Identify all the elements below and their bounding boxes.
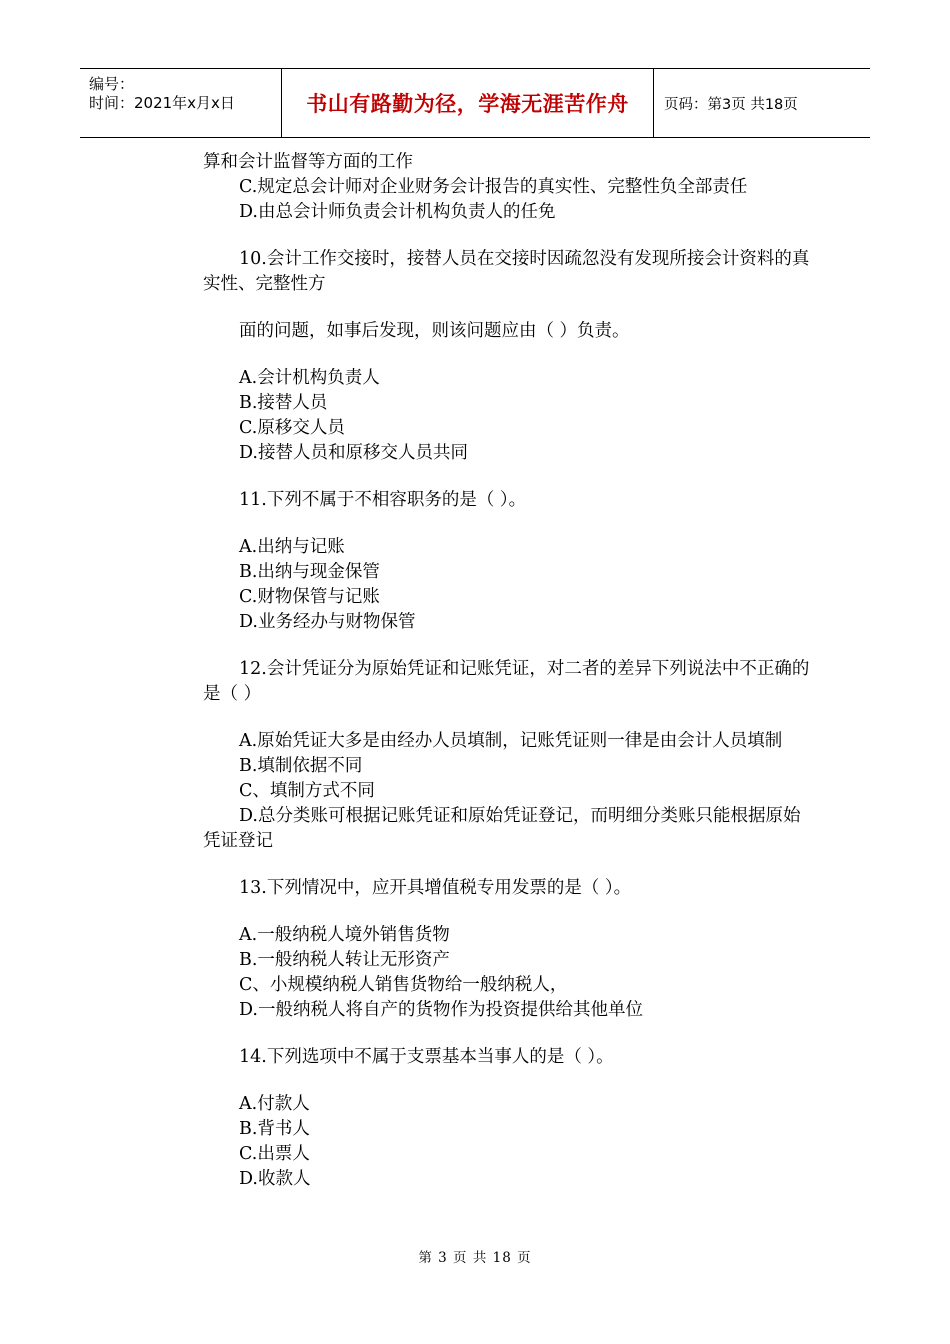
option-a: A.出纳与记账: [239, 537, 345, 557]
option-b: B.接替人员: [239, 393, 328, 413]
header-motto-cell: [282, 69, 654, 137]
option-c: C.出票人: [239, 1144, 310, 1164]
option-a: A.会计机构负责人: [239, 368, 380, 388]
header-meta-cell: [80, 69, 282, 137]
document-time-label: 时间：2021年x月x日: [89, 94, 235, 112]
text-line: 算和会计监督等方面的工作: [203, 152, 413, 172]
page-footer: 第 3 页 共 18 页: [418, 1250, 532, 1266]
question-13: 13.下列情况中，应开具增值税专用发票的是（ ）。: [239, 878, 632, 898]
question-12: 12.会计凭证分为原始凭证和记账凭证，对二者的差异下列说法中不正确的是（ ）: [203, 659, 810, 704]
option-c: C、小规模纳税人销售货物给一般纳税人，: [239, 975, 568, 995]
option-c: C.财物保管与记账: [239, 587, 380, 607]
question-11: 11.下列不属于不相容职务的是（ ）。: [239, 490, 527, 510]
option-d: D.收款人: [239, 1169, 311, 1189]
option-d: D.由总会计师负责会计机构负责人的任免: [239, 202, 556, 222]
option-a: A.付款人: [239, 1094, 310, 1114]
document-number-label: 编号：: [89, 75, 135, 93]
header-motto: 书山有路勤为径，学海无涯苦作舟: [306, 92, 629, 116]
option-a: A.一般纳税人境外销售货物: [239, 925, 450, 945]
option-d: D.接替人员和原移交人员共同: [239, 443, 468, 463]
option-c: C.原移交人员: [239, 418, 345, 438]
option-d: D.总分类账可根据记账凭证和原始凭证登记，而明细分类账只能根据原始凭证登记: [203, 806, 801, 851]
option-b: B.一般纳税人转让无形资产: [239, 950, 450, 970]
option-c: C、填制方式不同: [239, 781, 375, 801]
header-page-info: 页码：第3页 共18页: [664, 96, 798, 113]
question-14: 14.下列选项中不属于支票基本当事人的是（ ）。: [239, 1047, 614, 1067]
option-b: B.背书人: [239, 1119, 310, 1139]
page-header: [80, 68, 870, 138]
header-page-cell: [654, 69, 870, 137]
option-a: A.原始凭证大多是由经办人员填制，记账凭证则一律是由会计人员填制: [239, 731, 783, 751]
document-body: [203, 150, 813, 1192]
question-10: 10.会计工作交接时，接替人员在交接时因疏忽没有发现所接会计资料的真实性、完整性方: [203, 249, 810, 294]
option-c: C.规定总会计师对企业财务会计报告的真实性、完整性负全部责任: [239, 177, 748, 197]
option-b: B.出纳与现金保管: [239, 562, 380, 582]
question-10-continued: 面的问题，如事后发现，则该问题应由（ ）负责。: [239, 321, 630, 341]
option-b: B.填制依据不同: [239, 756, 363, 776]
option-d: D.一般纳税人将自产的货物作为投资提供给其他单位: [239, 1000, 643, 1020]
option-d: D.业务经办与财物保管: [239, 612, 416, 632]
